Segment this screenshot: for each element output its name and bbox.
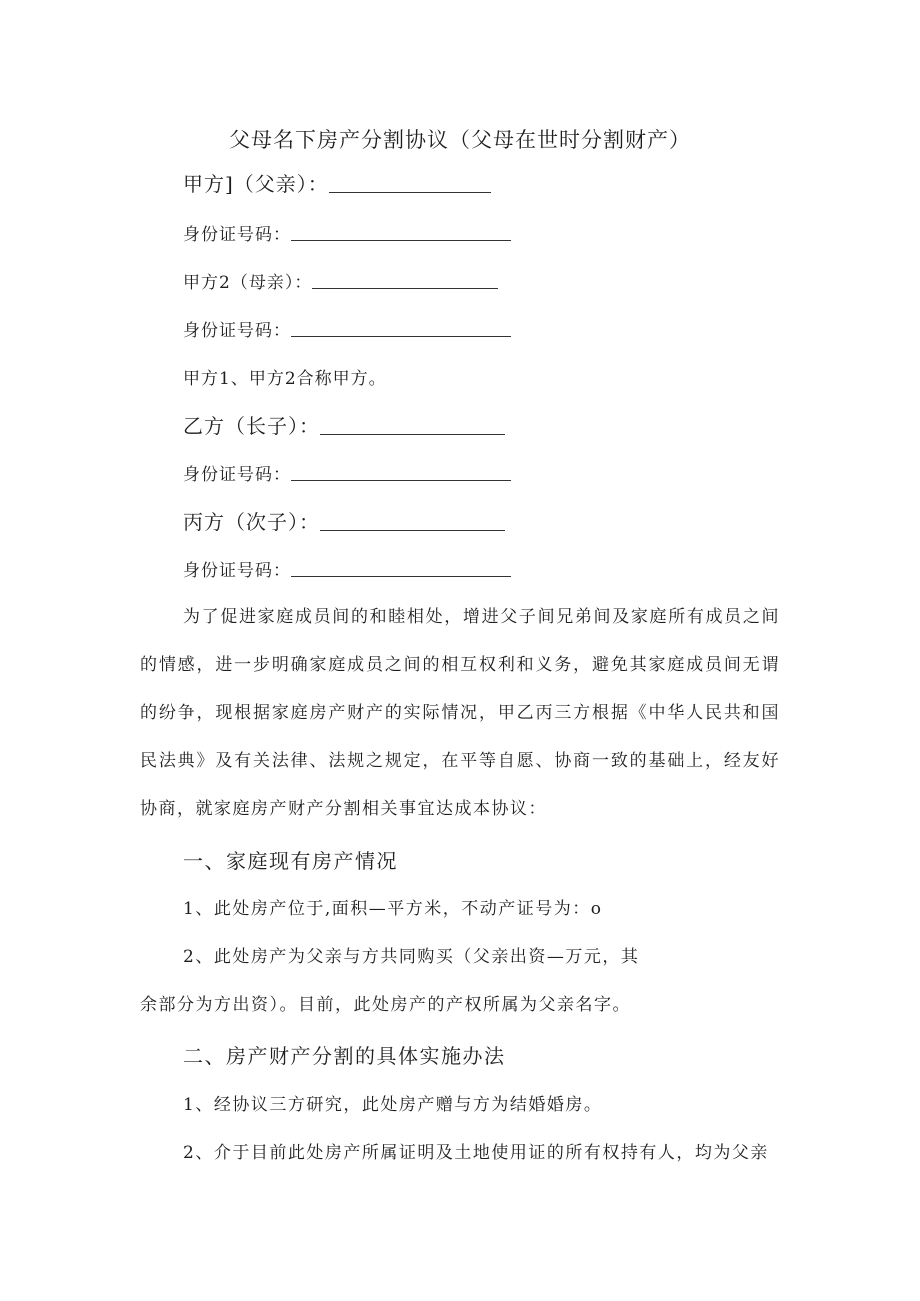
party-b-label: 乙方（长子）：: [183, 414, 320, 438]
preamble-paragraph: 为了促进家庭成员间的和睦相处，增进父子间兄弟间及家庭所有成员之间的情感，进一步明确家庭成员之间的相互权利和义务，避免其家庭成员间无谓的纷争，现根据家庭房产财产的实际情况，甲乙丙三方根据《中华人民共和国民法典》及有关法律、法规之规定，在平等自愿、协商一致的基础上，经友好协商，就家庭房产财产分割相关事宜达成本协议：: [140, 607, 780, 819]
section-1-item-1: 1、此处房产位于,面积—平方米，不动产证号为：o: [183, 899, 603, 919]
id-blank-3[interactable]: [291, 479, 511, 481]
id-row-1: [183, 220, 511, 245]
party-c-row: [183, 506, 505, 535]
id-label-1: 身份证号码：: [183, 225, 291, 245]
id-row-4: [183, 556, 511, 581]
party-a1-label: 甲方]（父亲）：: [183, 172, 329, 196]
party-c-label: 丙方（次子）：: [183, 510, 320, 534]
party-a2-row: [183, 268, 498, 293]
id-label-3: 身份证号码：: [183, 465, 291, 485]
party-a1-row: [183, 168, 491, 197]
party-b-row: [183, 410, 505, 439]
section-1-item-2-line-1: 2、此处房产为父亲与方共同购买（父亲出资—万元，其: [183, 947, 640, 967]
party-a2-label: 甲方2（母亲）：: [183, 273, 313, 293]
party-c-blank[interactable]: [320, 529, 505, 531]
party-a2-blank[interactable]: [312, 287, 498, 289]
section-2-item-1: 1、经协议三方研究，此处房产赠与方为结婚婚房。: [183, 1095, 603, 1115]
section-2-item-2: 2、介于目前此处房产所属证明及土地使用证的所有权持有人，均为父亲: [183, 1143, 769, 1163]
id-blank-4[interactable]: [291, 575, 511, 577]
section-1-item-2-line-2: 余部分为方出资）。目前，此处房产的产权所属为父亲名字。: [140, 995, 631, 1015]
id-blank-1[interactable]: [291, 239, 511, 241]
section-2-heading: 二、房产财产分割的具体实施办法: [183, 1044, 506, 1068]
id-blank-2[interactable]: [291, 335, 511, 337]
id-label-2: 身份证号码：: [183, 321, 291, 341]
id-row-2: [183, 316, 511, 341]
id-label-4: 身份证号码：: [183, 561, 291, 581]
section-1-heading: 一、家庭现有房产情况: [183, 849, 398, 873]
party-b-blank[interactable]: [320, 433, 505, 435]
party-a-note: 甲方1、甲方2合称甲方。: [183, 369, 387, 389]
party-a-note-row: [183, 364, 387, 389]
party-a1-blank[interactable]: [329, 191, 491, 193]
document-title: 父母名下房产分割协议（父母在世时分割财产）: [229, 128, 691, 152]
id-row-3: [183, 460, 511, 485]
